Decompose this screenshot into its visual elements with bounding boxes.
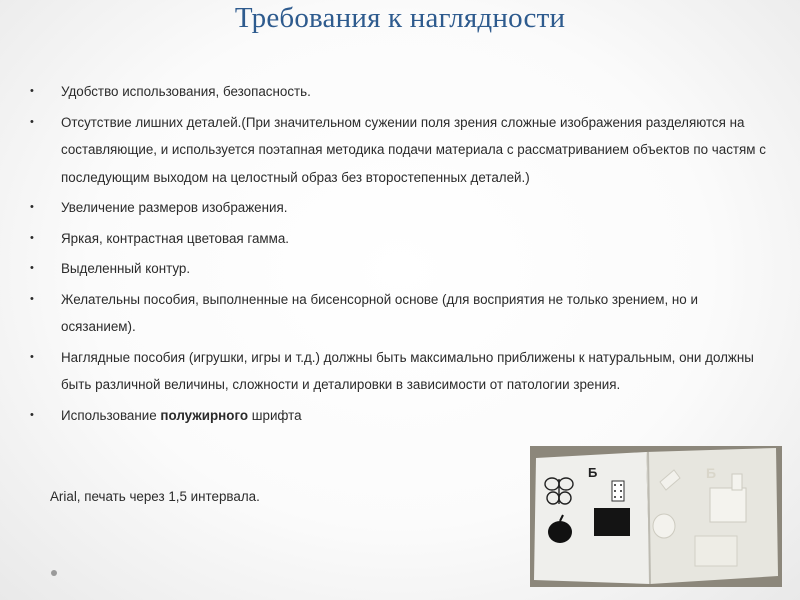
bold-word: полужирного [160, 407, 249, 423]
requirements-list [30, 78, 775, 432]
list-item-text: Удобство использования, безопасность. [61, 84, 311, 99]
list-item-text-suffix: шрифта [248, 407, 302, 423]
slide-dot-icon [51, 570, 57, 576]
bullet-icon: • [30, 115, 34, 128]
list-item-text: Использование [61, 407, 161, 423]
list-item [30, 402, 775, 430]
list-item-text: Наглядные пособия (игрушки, игры и т.д.) должны быть максимально приближены к натуральным, они должны быть различной величины, сложности и деталировки в зависимости от патологии зрения. [61, 349, 754, 392]
tactile-book-image [530, 446, 782, 587]
bullet-icon: • [30, 292, 34, 305]
list-item-text: Яркая, контрастная цветовая гамма. [61, 230, 289, 246]
list-item-text: Отсутствие лишних деталей.(При значительном сужении поля зрения сложные изображения разделяются на составляющие, и используется поэтапная методика подачи материала с рассматриванием объектов по частям с последующим выходом на целостный образ без второстепенных деталей.) [61, 114, 766, 185]
right-page-letter: Б [706, 465, 717, 481]
list-item-text: Увеличение размеров изображения. [61, 200, 288, 215]
bullet-icon: • [30, 262, 34, 274]
list-item [30, 225, 775, 253]
left-page-letter: Б [588, 465, 598, 480]
list-item [30, 109, 775, 192]
font-note: Arial, печать через 1,5 интервала. [50, 489, 260, 504]
bullet-icon: • [30, 408, 34, 421]
list-item [30, 344, 775, 399]
bullet-icon: • [30, 350, 34, 363]
bullet-icon: • [30, 201, 34, 213]
bullet-icon: • [30, 231, 34, 244]
list-item [30, 78, 775, 106]
list-item-text: Желательны пособия, выполненные на бисенсорной основе (для восприятия не только зрением, но и осязанием). [61, 291, 698, 334]
list-item [30, 286, 775, 341]
list-item-text: Выделенный контур. [61, 261, 191, 276]
bullet-icon: • [30, 85, 34, 97]
slide-title: Требования к наглядности [234, 2, 566, 34]
tactile-book-photo [530, 446, 782, 587]
list-item [30, 194, 775, 222]
list-item [30, 255, 775, 283]
